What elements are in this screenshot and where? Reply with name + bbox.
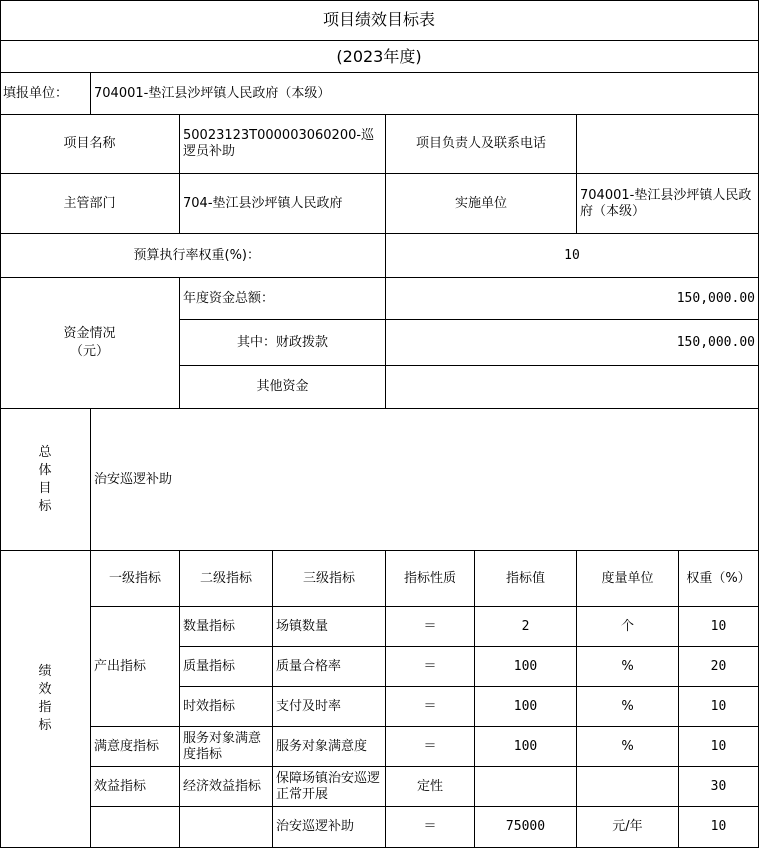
- indicator-unit: %: [577, 727, 679, 767]
- reporting-unit-value: 704001-垫江县沙坪镇人民政府（本级）: [91, 73, 759, 115]
- indicator-level2: 服务对象满意度指标: [180, 727, 273, 767]
- indicator-level2: 质量指标: [180, 647, 273, 687]
- table-title: 项目绩效目标表: [0, 0, 759, 41]
- benefit-indicator-group: 效益指标: [91, 767, 180, 807]
- indicator-value: 2: [475, 607, 577, 647]
- indicator-level3: 治安巡逻补助: [273, 807, 386, 848]
- overall-goal-char: 总: [38, 444, 52, 460]
- indicator-level2: [180, 807, 273, 848]
- header-nature: 指标性质: [386, 551, 475, 607]
- table-year: (2023年度): [0, 41, 759, 73]
- project-contact-label: 项目负责人及联系电话: [386, 115, 577, 174]
- indicator-level3: 保障场镇治安巡逻正常开展: [273, 767, 386, 807]
- overall-goal-value: 治安巡逻补助: [91, 409, 759, 551]
- indicator-unit: %: [577, 647, 679, 687]
- header-level3: 三级指标: [273, 551, 386, 607]
- other-funds-value: [386, 366, 759, 409]
- budget-weight-value: 10: [386, 234, 759, 278]
- indicators-label-char: 指: [38, 700, 52, 715]
- output-indicator-group: 产出指标: [91, 607, 180, 727]
- funds-label-line2: （元）: [69, 344, 109, 359]
- indicator-weight: 30: [679, 767, 759, 807]
- indicator-value: 100: [475, 727, 577, 767]
- satisfaction-indicator-group: 满意度指标: [91, 727, 180, 767]
- overall-goal-label: [0, 409, 91, 551]
- indicator-value: 100: [475, 647, 577, 687]
- indicators-label-char: 标: [38, 718, 52, 733]
- indicator-level2: 数量指标: [180, 607, 273, 647]
- overall-goal-char: 体: [38, 462, 52, 478]
- budget-weight-label: 预算执行率权重(%)：: [0, 234, 386, 278]
- indicator-nature: ＝: [386, 647, 475, 687]
- indicators-label-char: 绩: [38, 664, 52, 679]
- annual-total-value: 150,000.00: [386, 278, 759, 320]
- funds-label: [0, 278, 180, 409]
- indicator-nature: ＝: [386, 807, 475, 848]
- indicator-weight: 10: [679, 607, 759, 647]
- overall-goal-char: 标: [38, 498, 52, 514]
- other-funds-label: 其他资金: [180, 366, 386, 409]
- indicator-level3: 服务对象满意度: [273, 727, 386, 767]
- reporting-unit-label: 填报单位：: [0, 73, 91, 115]
- header-unit: 度量单位: [577, 551, 679, 607]
- indicators-label: [0, 551, 91, 848]
- empty-level1-cell: [91, 807, 180, 848]
- funds-label-line1: 资金情况: [63, 326, 116, 341]
- indicator-value: [475, 767, 577, 807]
- indicator-level2: 时效指标: [180, 687, 273, 727]
- indicators-label-char: 效: [38, 682, 52, 697]
- project-name-label: 项目名称: [0, 115, 180, 174]
- indicator-level3: 场镇数量: [273, 607, 386, 647]
- fiscal-allocation-value: 150,000.00: [386, 320, 759, 366]
- fiscal-allocation-label: 其中：财政拨款: [180, 320, 386, 366]
- department-label: 主管部门: [0, 174, 180, 234]
- indicator-level3: 质量合格率: [273, 647, 386, 687]
- indicator-nature: ＝: [386, 727, 475, 767]
- indicator-level2: 经济效益指标: [180, 767, 273, 807]
- indicator-weight: 10: [679, 687, 759, 727]
- department-value: 704-垫江县沙坪镇人民政府: [180, 174, 386, 234]
- header-weight: 权重（%）: [679, 551, 759, 607]
- indicator-value: 100: [475, 687, 577, 727]
- indicator-unit: [577, 767, 679, 807]
- indicator-unit: 个: [577, 607, 679, 647]
- indicator-weight: 10: [679, 727, 759, 767]
- project-contact-value: [577, 115, 759, 174]
- indicator-unit: 元/年: [577, 807, 679, 848]
- indicator-nature: ＝: [386, 607, 475, 647]
- indicator-value: 75000: [475, 807, 577, 848]
- indicator-nature: ＝: [386, 687, 475, 727]
- header-level2: 二级指标: [180, 551, 273, 607]
- implementing-unit-value: 704001-垫江县沙坪镇人民政府（本级）: [577, 174, 759, 234]
- indicator-level3: 支付及时率: [273, 687, 386, 727]
- project-name-value: 50023123T000003060200-巡逻员补助: [180, 115, 386, 174]
- implementing-unit-label: 实施单位: [386, 174, 577, 234]
- indicator-weight: 20: [679, 647, 759, 687]
- overall-goal-char: 目: [38, 480, 52, 496]
- indicator-nature: 定性: [386, 767, 475, 807]
- header-value: 指标值: [475, 551, 577, 607]
- indicator-unit: %: [577, 687, 679, 727]
- annual-total-label: 年度资金总额：: [180, 278, 386, 320]
- indicator-weight: 10: [679, 807, 759, 848]
- header-level1: 一级指标: [91, 551, 180, 607]
